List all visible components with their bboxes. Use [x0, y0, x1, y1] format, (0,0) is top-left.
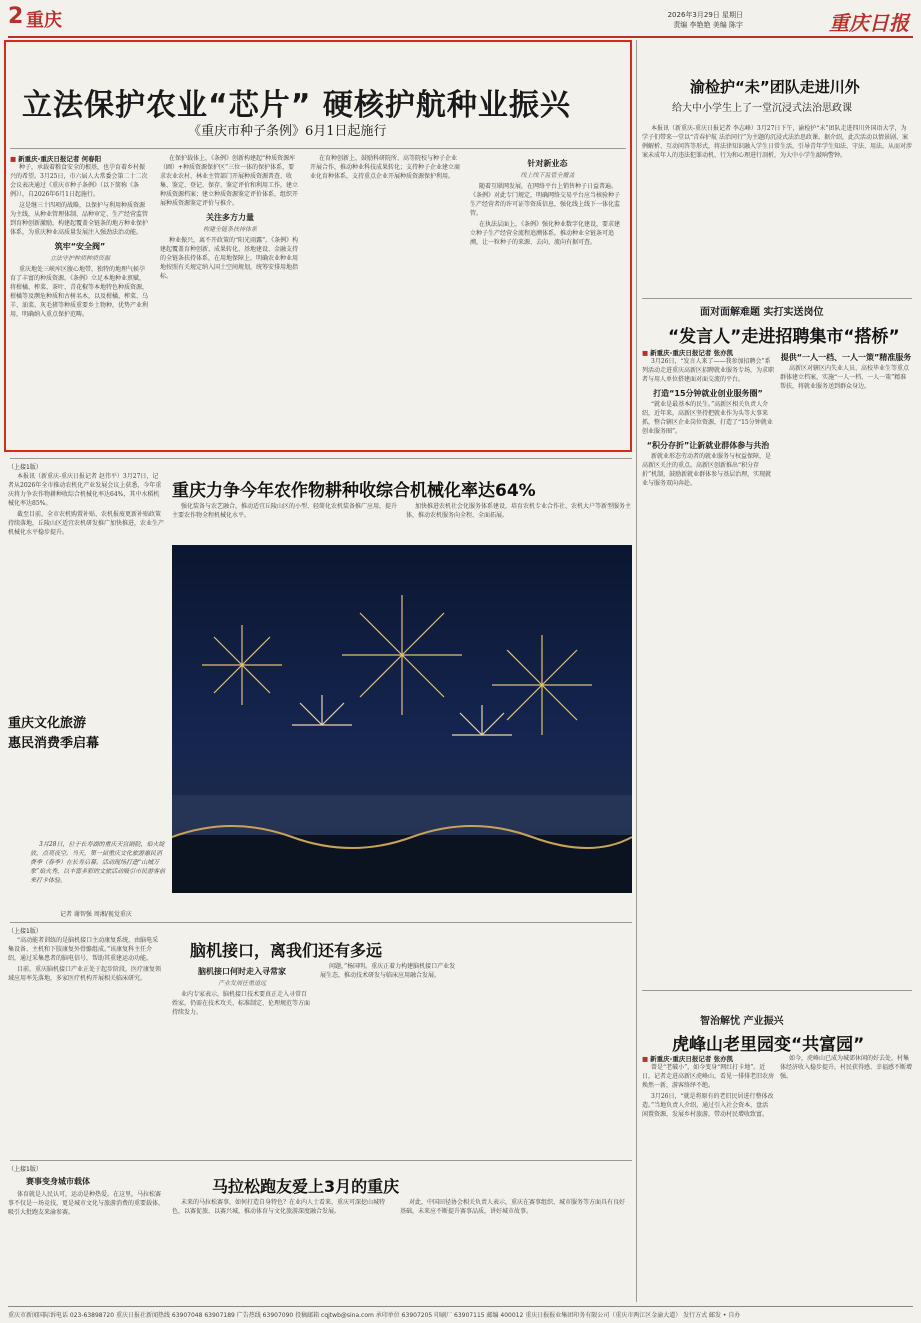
tiger-byline: ■ 新重庆-重庆日报记者 张亦凯 [642, 1054, 774, 1063]
right-rule [642, 298, 912, 299]
brain-subhead: 脑机接口何时走入寻常家 [198, 967, 286, 976]
lead-subhead-note: 构建全链条扶持体系 [202, 226, 257, 233]
brain-column-2 [172, 962, 312, 1142]
page-number: 2 [8, 4, 24, 29]
mech-paragraph: 本报讯（新重庆-重庆日报记者 赵伟平）3月27日，记者从2026年全市推动农机化产业发展会议上获悉，今年重庆将力争农作物耕种收综合机械化率达64%，其中水稻机械化率达85%。 [8, 473, 162, 507]
brain-headline: 脑机接口，离我们还有多远 [190, 941, 383, 960]
marathon-paragraph: 未来的马拉松赛事，如何打造自身特色？在业内人士看来，重庆可深挖山城特色，以赛促旅、以赛兴城，推动体育与文化旅游深度融合发展。 [172, 1199, 386, 1215]
right-mid-column-2 [780, 348, 912, 988]
page-footer: 重庆市新闻国际诉电话 023-63898720 重庆日报社新闻热线 63907048 63907189 广告热线 63907090 投稿邮箱 cqjtwb@sina.com 承印单位 63907205 印刷厂 63907115 邮编 400012 重庆日报报业集团印务有限公司（重庆市两江区金渝大道） 发行方式 邮发 • 自办 [8, 1306, 913, 1319]
tourism-headline-block [8, 714, 138, 754]
tiger-paragraph: 曾是“老破小”，如今变身“网红打卡地”。近日，记者走进高新区虎峰山，看见一排排老旧农房焕然一新，游客络绎不绝。 [642, 1064, 774, 1089]
brain-paragraph: 业内专家表示，脑机接口技术要真正走入寻常百姓家，仍需在技术攻关、标准制定、伦理规范等方面持续发力。 [172, 991, 311, 1016]
tiger-column-2 [780, 1054, 912, 1302]
right-mid-subhead: “积分存折”让新就业群体参与共治 [646, 441, 770, 450]
editor-line: 责编 李艳艳 美编 陈宇 [673, 21, 743, 29]
section-rule [642, 990, 912, 991]
marathon-column-2 [172, 1198, 392, 1302]
lead-subhead: 筑牢“安全阀” [54, 242, 106, 251]
lead-subhead: 关注多方力量 [206, 213, 254, 222]
issue-date [668, 10, 743, 30]
firework-burst [202, 595, 592, 735]
mechanization-headline: 重庆力争今年农作物耕种收综合机械化率达64% [172, 481, 536, 501]
right-mid-paragraph: “就业是最基本的民生。”高新区相关负责人介绍，近年来，高新区坚持把就业作为头等大事来抓，整合辖区企业岗位资源，打造了“15分钟就业创业服务圈”。 [642, 401, 773, 435]
column-divider [636, 40, 637, 1302]
right-mid-paragraph: 3月26日，“发言人来了——我参加招聘会”系列活动走进重庆高新区招聘就业服务专场，为求职者与用人单位搭建面对面交流的平台。 [642, 358, 774, 383]
right-top-headline: 渝检护“未”团队走进川外 [690, 78, 860, 96]
fireworks-photo [172, 545, 632, 893]
tiger-column-1 [642, 1054, 774, 1302]
right-top-paragraph: 本报讯（新重庆-重庆日报记者 李志峰）3月27日下午，渝检护“未”团队走进四川外国语大学，为学子们带来一堂以“青春护航 法治同行”为主题的沉浸式法治思政课。据介绍，此次活动以情景剧、案例解析、互动问答等形式，将法律知识融入学生日常生活，引导青年学生知法、守法、用法。从而对涉案未成年人的违法犯罪动机、行为和心理进行剖析，为大中小学生敲响警钟。 [642, 125, 912, 159]
lead-subheadline: 《重庆市种子条例》6月1日起施行 [188, 124, 387, 139]
date-line: 2026年3月29日 星期日 [667, 11, 743, 19]
marathon-subhead: 赛事变身城市载体 [26, 1177, 90, 1186]
continued-tag: （上接1版） [8, 464, 42, 471]
continued-tag: （上接1版） [8, 1166, 42, 1173]
lead-byline: ■ 新重庆-重庆日报记者 何春阳 [10, 154, 150, 163]
tourism-headline-line2: 惠民消费季启幕 [8, 736, 100, 751]
lead-paragraph: 在育种创新上，鼓励科研院所、高等院校与种子企业开展合作，推动种业科技成果转化；支持种子企业建立商业化育种体系，支持重点企业开展种质资源保护利用。 [310, 155, 460, 180]
mech-paragraph: 截至目前，全市农机购置补贴、农机报废更新补贴政策持续落地，丘陵山区适宜农机研发推广加快推进，农业生产机械化水平稳步提升。 [8, 511, 164, 536]
right-top-subheadline: 给大中小学生上了一堂沉浸式法治思政课 [672, 103, 852, 114]
newspaper-logo: 重庆日报 [829, 11, 909, 35]
caption-text: 3月28日，位于长寿湖的重庆天宫剧院，焰火绽放，点亮夜空。当天，第一届重庆文化旅游惠民消费季（春季）在长寿启幕。活动现场打造“山城万象”焰火秀，以丰富多彩的文旅活动吸引市民游客前来打卡体验。 [30, 841, 166, 884]
right-mid-subhead: 提供“一人一档、一人一策”精准服务 [780, 353, 912, 362]
right-mid-byline: ■ 新重庆-重庆日报记者 张亦凯 [642, 348, 774, 357]
lead-subhead-note: 立法守护种质种质资源 [49, 255, 110, 262]
continued-tag: （上接1版） [8, 928, 42, 935]
right-mid-paragraph: 高新区对辖区内失业人员、高校毕业生等重点群体建立档案，实施“一人一档、一人一策”精准帮扶，将就业服务送到群众身边。 [780, 365, 910, 390]
lead-column-1 [10, 154, 150, 446]
marathon-paragraph: 体育就是人民认可，运动是种热爱。在这里，马拉松赛事不仅是一场竞技，更是城市文化与旅游消费的重要载体，吸引大批跑友来渝参赛。 [8, 1191, 164, 1216]
mechanization-column-2 [172, 502, 398, 542]
masthead [8, 4, 913, 38]
lead-subhead: 针对新业态 [527, 159, 568, 168]
section-rule [10, 922, 632, 923]
lead-column-2 [160, 154, 300, 446]
mechanization-column-1 [8, 472, 164, 702]
mech-paragraph: 强化装备与农艺融合，推动适宜丘陵山区的小型、轻简化农机装备推广应用，提升主要农作物全程机械化水平。 [172, 503, 398, 519]
lead-paragraph: 在执法层面上，《条例》强化种业数字化建设，要求建立种子生产经营全流程追溯体系，推动种业全链条可追溯，让一粒种子的来源、去向、流向有据可查。 [470, 221, 621, 246]
lead-subhead-note: 线上线下监管全覆盖 [520, 172, 575, 179]
right-top-body [642, 124, 912, 292]
tiger-kicker: 智治解忧 产业振兴 [700, 1016, 784, 1027]
lead-column-4 [470, 154, 625, 446]
brain-paragraph: 问题，”杨国明。重庆正着力构建脑机接口产业发展生态，推动技术研发与临床应用融合发展。 [320, 963, 456, 979]
right-mid-subhead: 打造“15分钟就业创业服务圈” [653, 389, 763, 398]
brain-column-1 [8, 936, 164, 1158]
tiger-paragraph: 如今，虎峰山已成为城郊休闲的好去处，村集体经济收入稳步提升，村民获得感、幸福感不断增强。 [780, 1055, 912, 1080]
tourism-headline-line1: 重庆文化旅游 [8, 716, 87, 731]
marathon-paragraph: 对此，中国田径协会相关负责人表示，重庆在赛事组织、城市服务等方面具有良好基础，未来应不断提升赛事品质，讲好城市故事。 [400, 1199, 626, 1215]
lead-paragraph: 重庆地处三峡库区腹心地带，独特的地理气候孕育了丰富的种质资源。《条例》立足本地种业禀赋，将柑橘、榨菜、茶叶、青花椒等本地特色种质资源，柑橘等及濒危种质和古树名木，以及柑橘、榨菜、乌羊、油菜、灰毛猪等种质重要乡土物种，优势产业利用，明确纳入重点保护范畴。 [10, 266, 149, 318]
right-mid-kicker: 面对面解难题 实打实送岗位 [700, 307, 824, 318]
section-rule [10, 1160, 632, 1161]
tiger-paragraph: 3月26日，“就是将原有的老旧民居进行整体改造。”当地负责人介绍，通过引入社会资本，盘活闲置资源，发展乡村旅游，带动村民增收致富。 [642, 1093, 774, 1118]
brain-subhead-note: 产业发展任重道远 [217, 980, 266, 987]
lead-headline: 立法保护农业“芯片” 硬核护航种业振兴 [22, 88, 571, 123]
photo-credit: 记者 谢智强 周湘/视觉重庆 [60, 911, 132, 918]
lead-rule [10, 148, 626, 149]
section-rule [10, 458, 632, 459]
mech-paragraph: 加快推进农机社会化服务体系建设，培育农机专业合作社、农机大户等新型服务主体，推动农机服务向全程、全面拓展。 [406, 503, 632, 519]
lead-paragraph: 随着互联网发展，在网络平台上销售种子日益普遍。《条例》对此专门规定，明确网络交易平台应当核验种子生产经营者的许可证等资质信息，强化线上线下一体化监管。 [470, 183, 621, 217]
tourism-caption [30, 840, 166, 910]
lead-paragraph: 这是继三十四项的战略，以保护与利用种质资源为主线，从种业管理体制、品种审定、生产经营监管到育种创新激励，构建起覆盖全链条的地方种业保护体系，为重庆种业高质量发展注入强劲法治动能。 [10, 202, 149, 236]
lead-column-3 [310, 154, 460, 446]
mechanization-column-3 [406, 502, 632, 542]
marathon-column-3 [400, 1198, 630, 1302]
right-mid-column-1 [642, 348, 774, 988]
brain-column-3 [320, 962, 460, 1142]
lead-paragraph: 种业振兴，离不开政策的“阳光雨露”。《条例》构建起覆盖育种创新、成果转化、基地建设、金融支持的全链条扶持体系，在用地保障上，明确农业种业用地按照有关规定纳入国土空间规划，统筹安排用地指标。 [160, 237, 299, 280]
lead-paragraph: 种子，承载着粮食安全的根基，也孕育着乡村振兴的希望。3月25日，市六届人大常委会第二十二次会议表决通过《重庆市种子条例》（以下简称《条例》），自2026年6月1日起施行。 [10, 164, 148, 198]
right-mid-paragraph: 新就业形态劳动者的就业服务与权益保障，是高新区关注的重点。高新区创新推出“积分存折”机制，鼓励新就业群体参与基层治理，实现就业与服务双向奔赴。 [642, 453, 772, 487]
right-mid-headline: “发言人”走进招聘集市“搭桥” [668, 327, 900, 347]
section-name: 重庆 [26, 10, 62, 31]
tiger-headline: 虎峰山老里园变“共富园” [672, 1035, 865, 1055]
marathon-column-1 [8, 1190, 164, 1302]
fireworks-illustration [172, 545, 632, 893]
mechanization-side [8, 462, 138, 471]
brain-paragraph: “高动能者训练的是脑机接口主动康复系统，由脑电采集设备、主机和下肢康复外骨骼组成。”该康复科主任介绍，通过采集患者的脑电信号，帮助其重建运动功能。 [8, 937, 159, 962]
marathon-headline: 马拉松跑友爱上3月的重庆 [212, 1177, 400, 1196]
lead-paragraph: 在保护载体上，《条例》创新构建起“种质资源库（圃）+种质资源保护区”三位一体的保护体系，要求农业农村、林业主管部门开展种质资源普查、收集、鉴定、登记、保存、鉴定评价和利用工作，建立种质资源档案；建立种质资源鉴定评价体系，组织开展种质资源鉴定评价与推介。 [160, 155, 299, 207]
brain-paragraph: 目前，重庆脑机接口产业正处于起步阶段，医疗康复领域应用率先落地，多家医疗机构开展相关临床研究。 [8, 966, 162, 982]
